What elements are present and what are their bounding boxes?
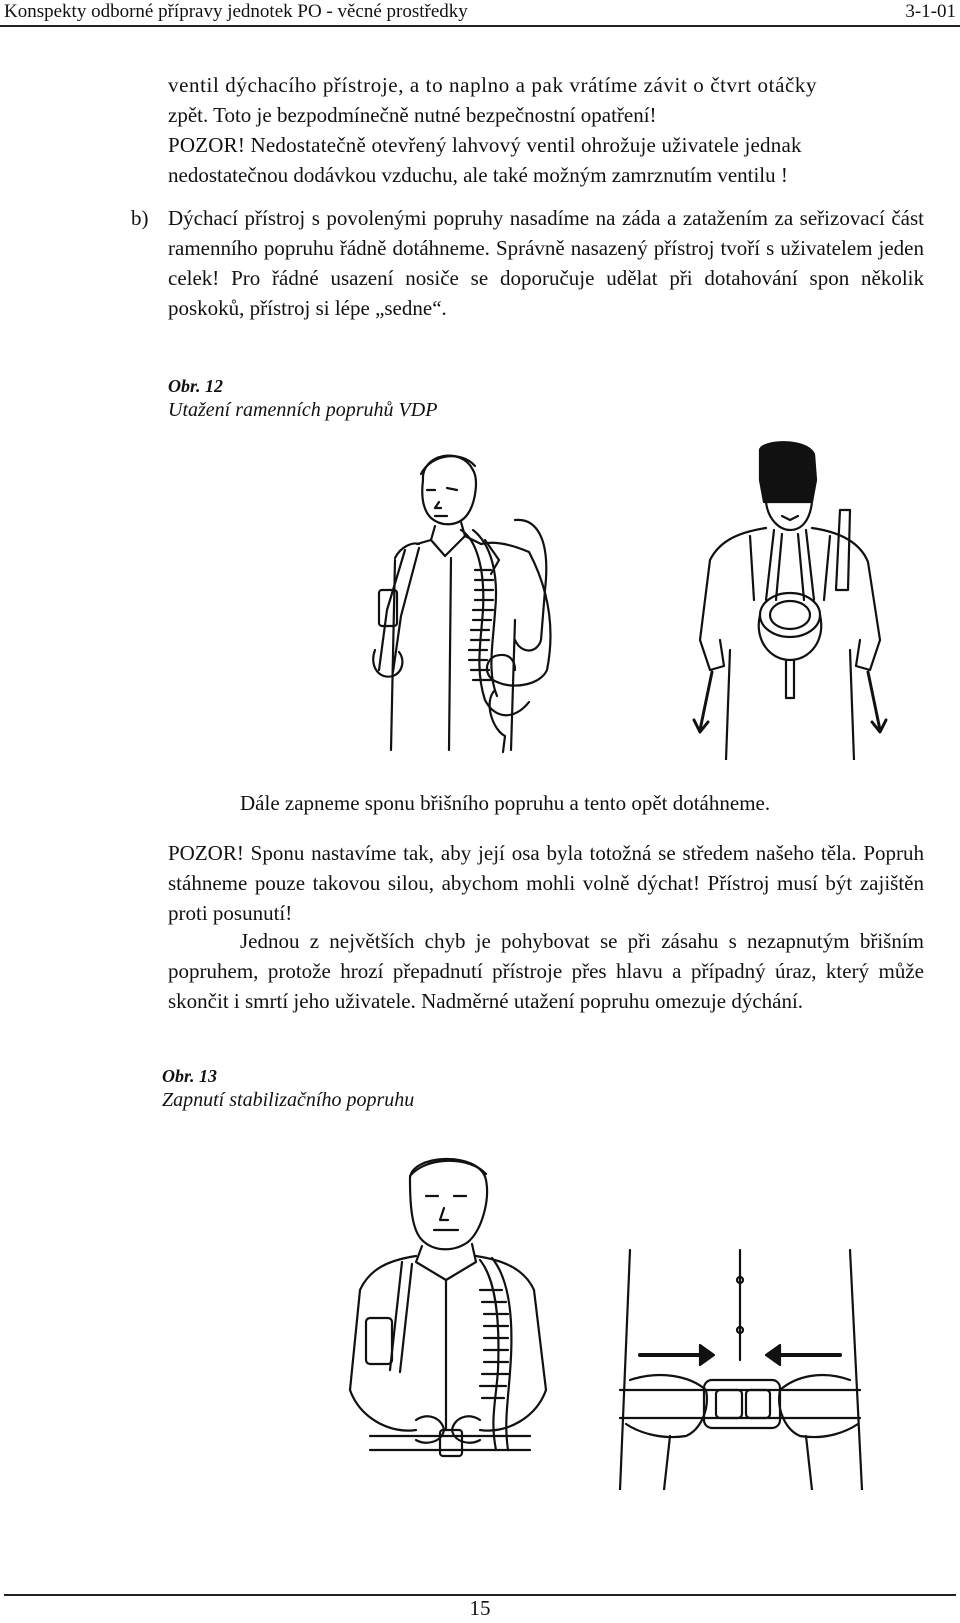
- figure-12-right-illustration: [690, 440, 890, 760]
- figure-13-left-illustration: [330, 1150, 570, 1480]
- man-pulling-straps-down-icon: [690, 440, 890, 760]
- page-number: 15: [469, 1596, 491, 1620]
- paragraph-continuation: [168, 70, 817, 190]
- figure-12-label: Obr. 12: [168, 376, 224, 396]
- header-divider: [0, 25, 960, 27]
- paragraph-warning: POZOR! Sponu nastavíme tak, aby její osa byla totožná se středem našeho těla. Popruh stáhneme pouze takovou silou, abychom mohli volně dýchat! Přístroj musí být zajištěn proti posunutí!: [168, 841, 924, 925]
- list-marker-b: b): [131, 206, 149, 230]
- paragraph-buckle: Dále zapneme sponu břišního popruhu a tento opět dotáhneme.: [240, 791, 771, 815]
- figure-12-left-illustration: [365, 440, 565, 760]
- buckle-closeup-icon: [600, 1240, 870, 1490]
- page-header: [4, 0, 956, 26]
- figure-12-title: Utažení ramenních popruhů VDP: [168, 399, 438, 421]
- paragraph-b: Dýchací přístroj s povolenými popruhy nasadíme na záda a zatažením za seřizovací část ramenního popruhu řádně dotáhneme. Správně nasazený přístroj tvoří s uživatelem jeden celek! Pro řádné usazení nosiče se doporučuje udělat při dotahování spon několik poskoků, přístroj si lépe „sedne“.: [168, 206, 924, 320]
- text-line: ventil dýchacího přístroje, a to naplno a pak vrátíme závit o čtvrt otáčky: [168, 73, 818, 97]
- paragraph-mistake: Jednou z největších chyb je pohybovat se při zásahu s nezapnutým břišním popruhem, protože hrozí přepadnutí přístroje přes hlavu a případný úraz, který může skončit i smrtí jeho uživatele. Nadměrné utažení popruhu omezuje dýchání.: [168, 929, 924, 1013]
- text-line: POZOR! Nedostatečně otevřený lahvový ventil ohrožuje uživatele jednak: [168, 133, 802, 157]
- man-fastening-waist-belt-icon: [330, 1150, 570, 1480]
- man-tightening-shoulder-straps-icon: [365, 440, 565, 760]
- figure-13-label: Obr. 13: [162, 1066, 218, 1086]
- header-title: Konspekty odborné přípravy jednotek PO - věcné prostředky: [4, 1, 468, 22]
- text-line: nedostatečnou dodávkou vzduchu, ale také možným zamrznutím ventilu !: [168, 163, 788, 187]
- text-line: zpět. Toto je bezpodmínečně nutné bezpečnostní opatření!: [168, 103, 657, 127]
- header-code: 3-1-01: [905, 1, 956, 22]
- figure-13-title: Zapnutí stabilizačního popruhu: [162, 1089, 415, 1111]
- figure-13-right-illustration: [600, 1240, 870, 1490]
